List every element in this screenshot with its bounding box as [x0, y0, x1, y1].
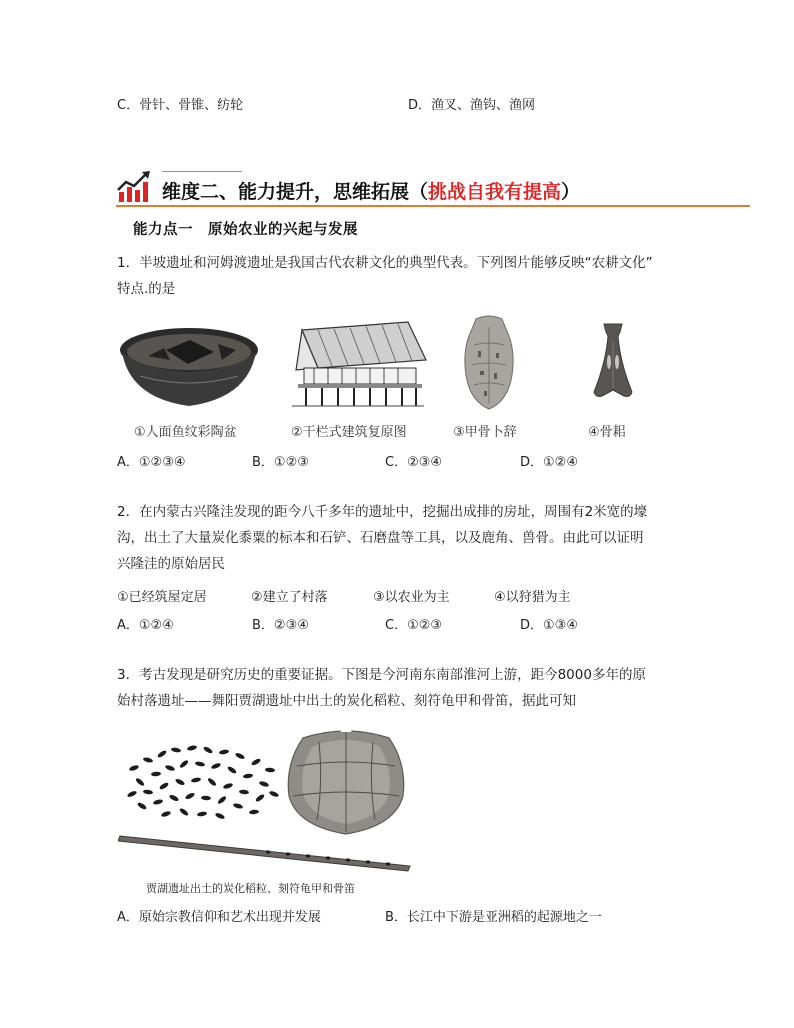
- q3-text-line1: 3．考古发现是研究历史的重要证据。下图是今河南东南部淮河上游，距今8000多年的原: [117, 667, 646, 683]
- oracle-bone-image: [460, 315, 518, 411]
- q2-option-d[interactable]: D．①③④: [520, 618, 578, 633]
- pottery-basin-image: [118, 326, 260, 410]
- q2-option-a[interactable]: A．①②④: [117, 618, 174, 633]
- bone-spade-image: [590, 322, 636, 402]
- section-divider: [116, 205, 750, 207]
- caption-3: ③甲骨卜辞: [453, 425, 517, 440]
- q2-text-line2: 沟，出土了大量炭化黍粟的标本和石铲、石磨盘等工具，以及鹿角、兽骨。由此可以证明: [117, 530, 644, 546]
- q2-option-b[interactable]: B．②③④: [252, 618, 309, 633]
- q2-item-2: ②建立了村落: [251, 590, 328, 605]
- header-top-rule: [162, 171, 242, 172]
- q1-option-b[interactable]: B．①②③: [252, 455, 309, 470]
- q2-item-1: ①已经筑屋定居: [117, 590, 207, 605]
- q3-text-line2: 始村落遗址——舞阳贾湖遗址中出土的炭化稻粒、刻符龟甲和骨笛，据此可知: [117, 693, 576, 709]
- q1-text-line1: 1．半坡遗址和河姆渡遗址是我国古代农耕文化的典型代表。下列图片能够反映“农耕文化”: [117, 255, 653, 271]
- q2-item-3: ③以农业为主: [373, 590, 450, 605]
- section-title-highlight: 挑战自我有提高: [428, 181, 562, 203]
- tortoise-shell-image: [283, 724, 409, 836]
- subsection-title: 能力点一 原始农业的兴起与发展: [133, 222, 358, 238]
- carbonized-rice-image: [122, 738, 282, 826]
- option-d-prev: D．渔叉、渔钩、渔网: [408, 98, 536, 113]
- growth-chart-icon: [116, 170, 154, 204]
- caption-1: ①人面鱼纹彩陶盆: [134, 425, 237, 440]
- caption-4: ④骨耜: [588, 425, 626, 440]
- q2-text-line3: 兴隆洼的原始居民: [117, 556, 225, 572]
- q1-option-d[interactable]: D．①②④: [520, 455, 578, 470]
- q1-option-c[interactable]: C．②③④: [385, 455, 443, 470]
- q2-item-4: ④以狩猎为主: [494, 590, 571, 605]
- q2-option-c[interactable]: C．①②③: [385, 618, 443, 633]
- bone-flute-image: [118, 830, 414, 874]
- q1-option-a[interactable]: A．①②③④: [117, 455, 186, 470]
- q1-text-line2: 特点.的是: [117, 281, 176, 297]
- figure-caption: 贾湖遗址出土的炭化稻粒、刻符龟甲和骨笛: [146, 882, 355, 895]
- q3-option-b[interactable]: B．长江中下游是亚洲稻的起源地之一: [385, 910, 602, 925]
- q2-text-line1: 2．在内蒙古兴隆洼发现的距今八千多年的遗址中，挖掘出成排的房址，周围有2米宽的壕: [117, 504, 648, 520]
- section-title: 维度二、能力提升，思维拓展（挑战自我有提高）: [162, 181, 581, 203]
- q3-option-a[interactable]: A．原始宗教信仰和艺术出现并发展: [117, 910, 321, 925]
- option-c-prev: C．骨针、骨锥、纺轮: [117, 98, 244, 113]
- caption-2: ②干栏式建筑复原图: [291, 425, 407, 440]
- stilt-house-image: [288, 320, 428, 410]
